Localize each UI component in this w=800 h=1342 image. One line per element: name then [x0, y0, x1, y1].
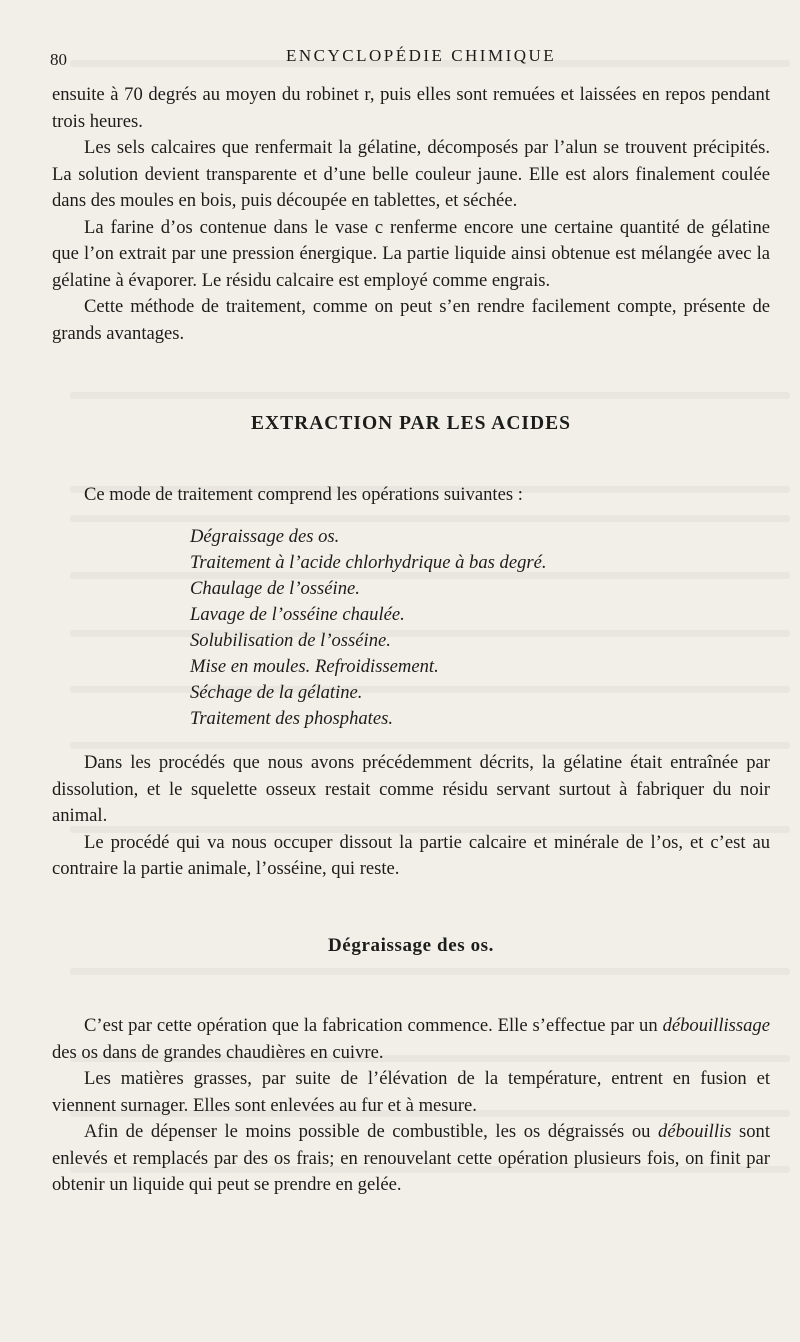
list-item: Dégraissage des os. — [190, 526, 340, 547]
list-item: Mise en moules. Refroidissement. — [190, 656, 439, 677]
text-run: sont enlevés et remplacés par des os frais; en renouvelant cette opération plusieurs fois, on finit par obtenir un liquide qui peut se prendre en gelée. — [52, 1121, 770, 1195]
section-heading-extraction: EXTRACTION PAR LES ACIDES — [251, 413, 571, 434]
running-title: ENCYCLOPÉDIE CHIMIQUE — [286, 46, 557, 65]
paragraph: Dans les procédés que nous avons précédemment décrits, la gélatine était entraînée par dissolution, et le squelette osseux restait comme résidu servant surtout à fabriquer du noir animal. — [52, 752, 770, 826]
page-number: 80 — [50, 50, 67, 69]
text-run: des os dans de grandes chaudières en cuivre. — [52, 1041, 384, 1063]
list-item: Lavage de l’osséine chaulée. — [190, 604, 405, 625]
paragraph: Cette méthode de traitement, comme on peut s’en rendre facilement compte, présente de grands avantages. — [52, 296, 770, 344]
paragraph: ensuite à 70 degrés au moyen du robinet r, puis elles sont remuées et laissées en repos pendant trois heures. — [52, 84, 770, 132]
text-run: C’est par cette opération que la fabrication commence. Elle s’effectue par un — [84, 1015, 663, 1036]
operations-list — [190, 524, 770, 732]
list-item: Solubilisation de l’osséine. — [190, 630, 391, 651]
paragraph: Le procédé qui va nous occuper dissout la partie calcaire et minérale de l’os, et c’est au contraire la partie animale, l’osséine, qui reste. — [52, 831, 770, 879]
list-item: Traitement à l’acide chlorhydrique à bas degré. — [190, 552, 547, 573]
paragraph: La farine d’os contenue dans le vase c renferme encore une certaine quantité de gélatine que l’on extrait par une pression énergique. La partie liquide ainsi obtenue est mélangée avec la gélatine à évaporer. Le résidu calcaire est employé comme engrais. — [52, 216, 770, 291]
emphasis: débouillis — [658, 1121, 732, 1142]
list-item: Chaulage de l’osséine. — [190, 578, 360, 599]
page-header — [50, 46, 750, 70]
text-run: Afin de dépenser le moins possible de combustible, les os dégraissés ou — [84, 1121, 659, 1142]
list-item: Traitement des phosphates. — [190, 708, 393, 729]
emphasis: débouillissage — [662, 1015, 770, 1036]
paragraph: Les matières grasses, par suite de l’élévation de la température, entrent en fusion et viennent surnager. Elles sont enlevées au fur et à mesure. — [52, 1068, 770, 1116]
paragraph: Les sels calcaires que renfermait la gélatine, décomposés par l’alun se trouvent précipités. La solution devient transparente et d’une belle couleur jaune. Elle est alors finalement coulée dans des moules en bois, puis découpée en tablettes, et séchée. — [52, 137, 770, 211]
list-item: Séchage de la gélatine. — [190, 682, 363, 703]
page-body — [52, 82, 770, 1199]
section-heading-degraissage: Dégraissage des os. — [327, 934, 495, 956]
paragraph — [52, 1013, 770, 1066]
paragraph: Ce mode de traitement comprend les opérations suivantes : — [84, 483, 523, 505]
paragraph — [52, 1119, 770, 1199]
